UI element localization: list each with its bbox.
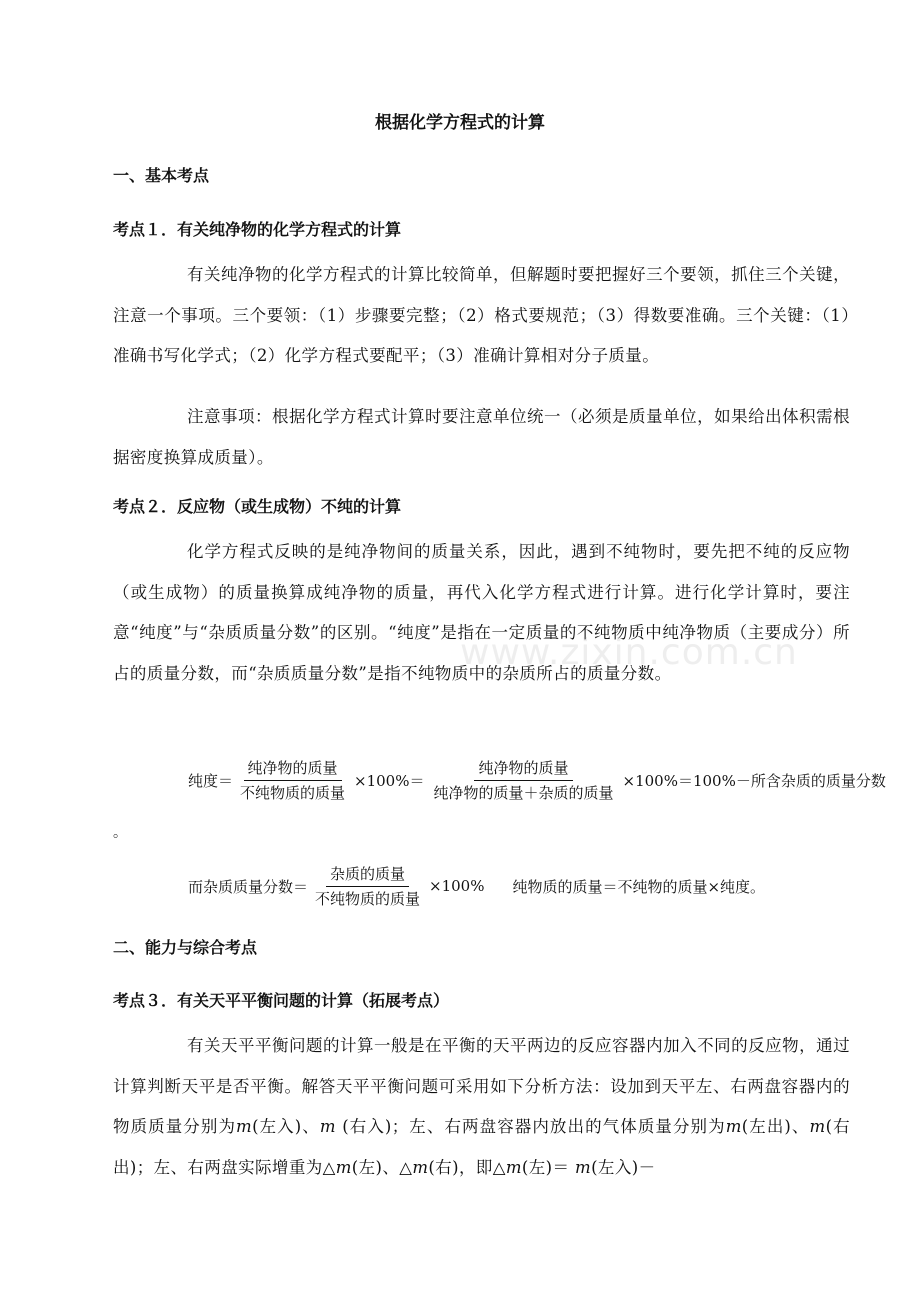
kp3-text-7: (右)，即△ <box>428 1157 506 1177</box>
section-heading-basic: 一、基本考点 <box>113 166 210 185</box>
kp3-text-4: (左出)、 <box>741 1117 810 1136</box>
kp1-paragraph: 有关纯净物的化学方程式的计算比较简单，但解题时要把握好三个要领，抓住三个关键，注意一个事项。三个要领：（1）步骤要完整；（2）格式要规范；（3）得数要准确。三个关键：（1）准确书写化学式；（2）化学方程式要配平；（3）准确计算相对分子质量。 <box>113 265 850 365</box>
formula2-fraction <box>311 864 424 909</box>
kp2-heading: 考点２．反应物（或生成物）不纯的计算 <box>113 497 402 516</box>
var-m: m <box>575 1157 592 1177</box>
kp2-paragraph: 化学方程式反映的是纯净物间的质量关系，因此，遇到不纯物时，要先把不纯的反应物（或生成物）的质量换算成纯净物的质量，再代入化学方程式进行计算。进行化学计算时，要注意“纯度”与“杂质质量分数”的区别。“纯度”是指在一定质量的不纯物质中纯净物质（主要成分）所占的质量分数，而“杂质质量分数”是指不纯物质中的杂质所占的质量分数。 <box>113 542 850 683</box>
purity-formula <box>188 750 888 810</box>
formula2-lhs: 而杂质质量分数＝ <box>188 877 309 896</box>
formula1-f1-numerator: 纯净物的质量 <box>244 758 342 781</box>
watermark: www.zixin.com.cn <box>460 632 798 673</box>
kp1-note-paragraph: 注意事项：根据化学方程式计算时要注意单位统一（必须是质量单位，如果给出体积需根据密度换算成质量）。 <box>113 407 850 467</box>
impurity-formula <box>188 856 765 916</box>
kp3-text-1: 有关天平平衡问题的计算一般是在平衡的天平两边的反应容器内加入不同的反应物，通过计算判断天平是否平衡。解答天平平衡问题可采用如下分析方法：设加到天平左、右两盘容器内的物质质量分别为 <box>113 1036 850 1136</box>
var-m: m <box>725 1117 742 1136</box>
kp3-text-2: (左入)、 <box>252 1117 320 1136</box>
formula1-trailing-period: 。 <box>113 825 127 841</box>
var-m: m <box>319 1117 336 1136</box>
section-heading-ability: 二、能力与综合考点 <box>113 938 258 957</box>
kp3-text-3: (右入)；左、右两盘容器内放出的气体质量分别为 <box>335 1117 726 1136</box>
formula1-rhs: ×100%＝100%－所含杂质的质量分数 <box>622 771 886 790</box>
kp3-heading: 考点３．有关天平平衡问题的计算（拓展考点） <box>113 991 450 1010</box>
kp1-heading: 考点１．有关纯净物的化学方程式的计算 <box>113 220 402 239</box>
kp3-text-8: (左)＝ <box>521 1157 576 1177</box>
document-title: 根据化学方程式的计算 <box>375 113 545 133</box>
formula2-numerator: 杂质的质量 <box>326 864 409 887</box>
formula1-fraction2 <box>429 758 617 803</box>
formula2-mult: ×100% <box>429 877 485 895</box>
formula1-f1-denominator: 不纯物质的质量 <box>240 783 346 802</box>
var-m: m <box>412 1157 429 1177</box>
var-m: m <box>236 1117 253 1136</box>
formula1-lhs: 纯度＝ <box>188 771 234 790</box>
formula2-denominator: 不纯物质的质量 <box>315 889 421 908</box>
var-m: m <box>505 1157 522 1177</box>
formula1-fraction1 <box>236 758 349 803</box>
kp3-text-9: (左入)－ <box>591 1157 656 1177</box>
formula1-f2-numerator: 纯净物的质量 <box>474 758 572 781</box>
kp3-text-6: (左)、△ <box>351 1157 413 1177</box>
var-m: m <box>335 1157 352 1177</box>
kp3-paragraph <box>113 1026 850 1188</box>
pure-mass-formula: 纯物质的质量＝不纯物的质量×纯度。 <box>512 877 766 896</box>
kp3-text-5: (右出)；左、右两盘实际增重为△ <box>113 1117 850 1177</box>
formula1-mult1: ×100%＝ <box>354 771 425 790</box>
formula1-f2-denominator: 纯净物的质量＋杂质的质量 <box>433 783 614 802</box>
var-m: m <box>809 1117 826 1136</box>
